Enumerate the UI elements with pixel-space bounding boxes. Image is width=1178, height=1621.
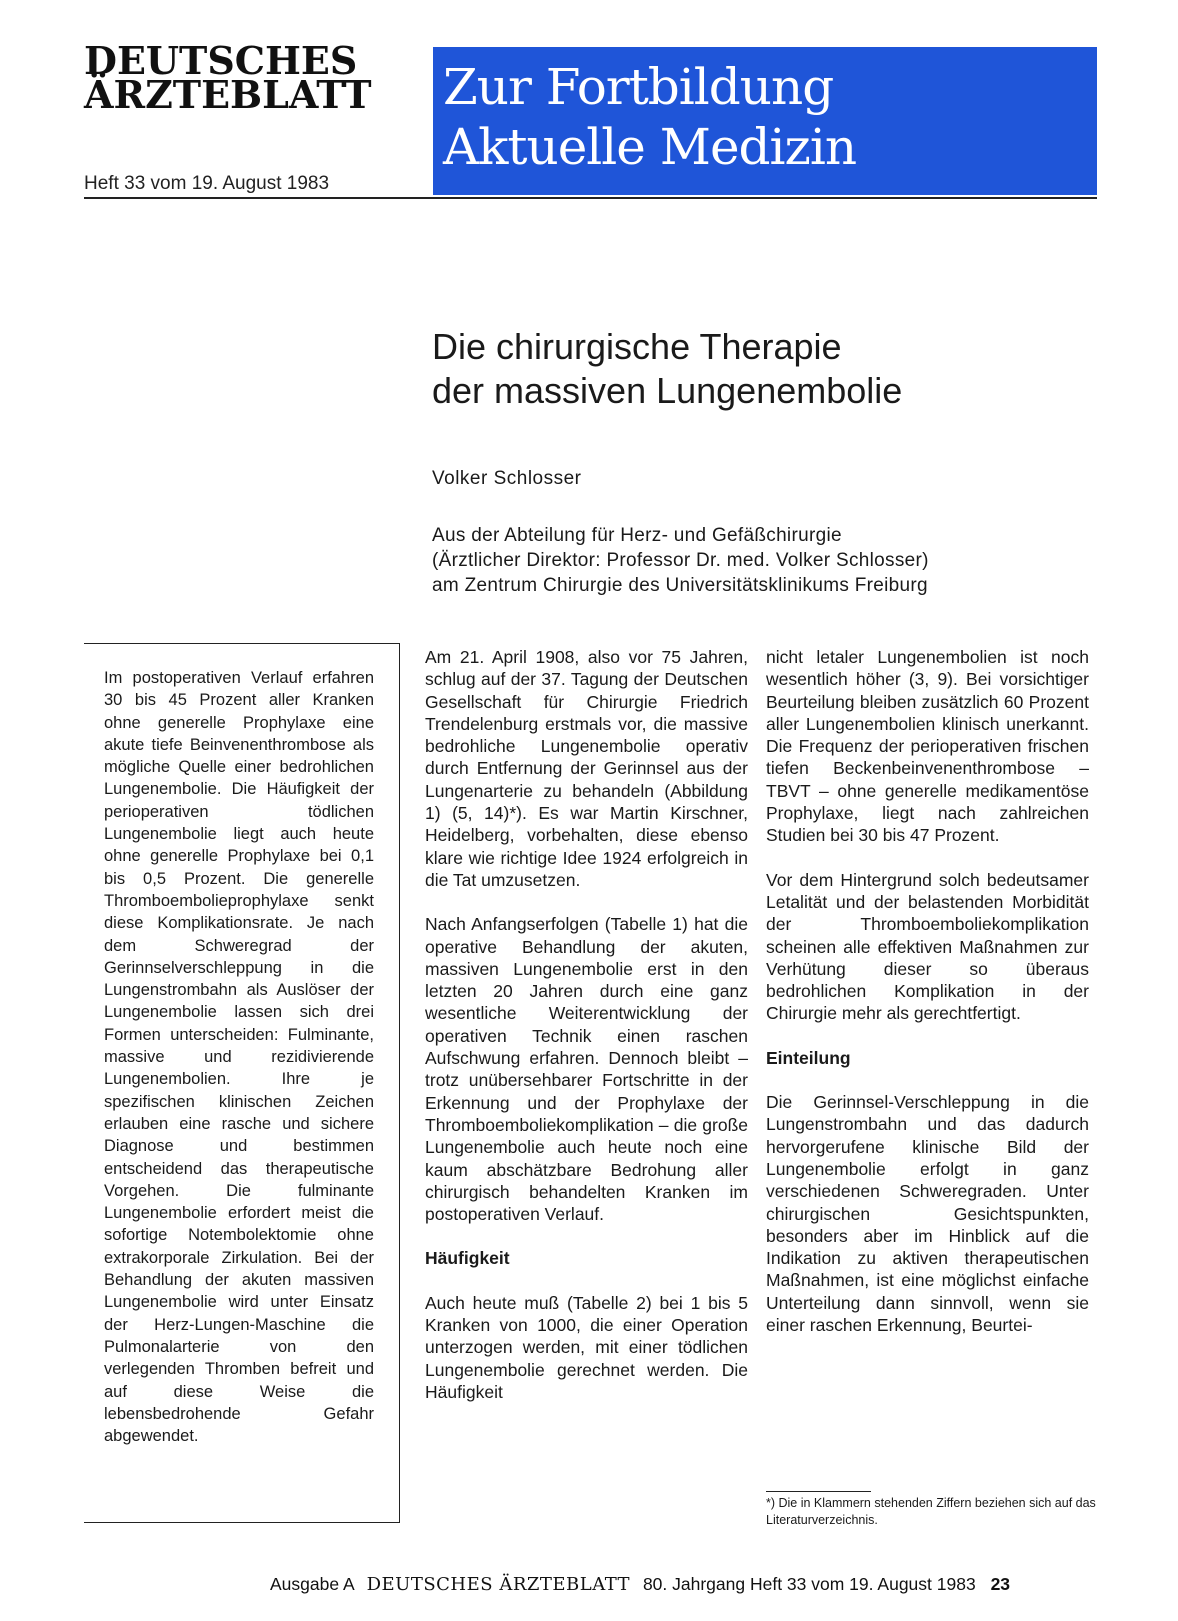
masthead-line-2: ÄRZTEBLATT	[84, 72, 372, 117]
paragraph: Am 21. April 1908, also vor 75 Jahren, schlug auf der 37. Tagung der Deutschen Gesellschaft für Chirurgie Friedrich Trendelenburg erstmals vor, die massive bedrohliche Lungenembolie operativ durch Entfernung der Gerinnsel aus der Lungenarterie zu behandeln (Abbildung 1) (5, 14)*). Es war Martin Kirschner, Heidelberg, vorbehalten, diese ebenso klare wie richtige Idee 1924 erfolgreich in die Tat umzusetzen.	[425, 647, 748, 890]
article-title-line-1: Die chirurgische Therapie	[432, 326, 842, 367]
footnote: *) Die in Klammern stehenden Ziffern beziehen sich auf das Literaturverzeichnis.	[766, 1496, 1096, 1527]
author-name: Volker Schlosser	[432, 468, 582, 489]
affiliation-line: am Zentrum Chirurgie des Universitätsklinikums Freiburg	[432, 575, 928, 596]
paragraph: Die Gerinnsel-Verschleppung in die Lungenstrombahn und das dadurch hervorgerufene klinische Bild der Lungenembolie erfolgt in ganz verschiedenen Schweregraden. Unter chirurgischen Gesichtspunkten, besonders aber im Hinblick auf die Indikation zu aktiven therapeutischen Maßnahmen, ist eine möglichst einfache Unterteilung dann sinnvoll, wenn sie einer raschen Erkennung, Beurtei-	[766, 1092, 1089, 1336]
paragraph: nicht letaler Lungenembolien ist noch wesentlich höher (3, 9). Bei vorsichtiger Beurteilung bleiben zusätzlich 60 Prozent aller Lungenembolien klinisch unerkannt. Die Frequenz der perioperativen frischen tiefen Beckenbeinvenenthrombose – TBVT – ohne generelle medikamentöse Prophylaxe, liegt nach zahlreichen Studien bei 30 bis 47 Prozent.	[766, 647, 1089, 846]
abstract-text: Im postoperativen Verlauf erfahren 30 bis 45 Prozent aller Kranken ohne generelle Prophylaxe eine akute tiefe Beinvenenthrombose als mögliche Quelle einer bedrohlichen Lungenembolie. Die Häufigkeit der perioperativen tödlichen Lungenembolie liegt auch heute ohne generelle Prophylaxe bei 0,1 bis 0,5 Prozent. Die generelle Thromboembolieprophylaxe senkt diese Komplikationsrate. Je nach dem Schweregrad der Gerinnselverschleppung in die Lungenstrombahn als Auslöser der Lungenembolie lassen sich drei Formen unterscheiden: Fulminante, massive und rezidivierende Lungenembolien. Ihre je spezifischen klinischen Zeichen erlauben eine rasche und sichere Diagnose und bestimmen entscheidend das therapeutische Vorgehen. Die fulminante Lungenembolie erfordert meist die sofortige Notembolektomie ohne extrakorporale Zirkulation. Bei der Behandlung der akuten massiven Lungenembolie wird unter Einsatz der Herz-Lungen-Maschine die Pulmonalarterie von den verlegenden Thromben befreit und auf diese Weise die lebensbedrohende Gefahr abgewendet.	[104, 669, 374, 1446]
affiliation	[432, 523, 929, 598]
journal-masthead	[84, 38, 372, 117]
page-footer	[270, 1574, 1010, 1595]
footnote-rule	[766, 1491, 871, 1492]
banner-line-1: Zur Fortbildung	[443, 58, 834, 116]
footer-volume: 80. Jahrgang Heft 33 vom 19. August 1983	[642, 1574, 976, 1594]
page-number: 23	[990, 1574, 1011, 1594]
paragraph: Auch heute muß (Tabelle 2) bei 1 bis 5 Kranken von 1000, die einer Operation unterzogen werden, mit einer tödlichen Lungenembolie gerechnet werden. Die Häufigkeit	[425, 1292, 748, 1402]
section-heading: Einteilung	[766, 1047, 851, 1068]
banner-line-2: Aktuelle Medizin	[443, 118, 857, 176]
issue-line: Heft 33 vom 19. August 1983	[84, 173, 330, 194]
affiliation-line: (Ärztlicher Direktor: Professor Dr. med. Volker Schlosser)	[432, 550, 929, 571]
paragraph: Nach Anfangserfolgen (Tabelle 1) hat die operative Behandlung der akuten, massiven Lungenembolie erst in den letzten 20 Jahren durch eine ganz wesentliche Weiterentwicklung der operativen Technik einen raschen Aufschwung erfahren. Dennoch bleibt – trotz unübersehbarer Fortschritte in der Erkennung und der Prophylaxe der Thromboemboliekomplikation – die große Lungenembolie auch heute noch eine kaum abschätzbare Bedrohung aller chirurgisch behandelten Kranken im postoperativen Verlauf.	[425, 914, 748, 1225]
paragraph: Vor dem Hintergrund solch bedeutsamer Letalität und der belastenden Morbidität der Thromboemboliekomplikation scheinen alle effektiven Maßnahmen zur Verhütung dieser so überaus bedrohlichen Komplikation in der Chirurgie mehr als gerechtfertigt.	[766, 869, 1089, 1024]
body-column-3	[766, 646, 1089, 1358]
body-column-2	[425, 646, 748, 1425]
masthead-line-1: DEUTSCHES	[84, 38, 358, 83]
affiliation-line: Aus der Abteilung für Herz- und Gefäßchirurgie	[432, 525, 842, 546]
section-heading: Häufigkeit	[425, 1248, 510, 1269]
footer-edition: Ausgabe A	[270, 1574, 354, 1594]
footer-journal: DEUTSCHES ÄRZTEBLATT	[366, 1574, 631, 1595]
section-banner	[433, 47, 1097, 195]
article-title-line-2: der massiven Lungenembolie	[432, 370, 903, 411]
header-rule	[84, 197, 1097, 199]
article-title	[432, 325, 902, 413]
